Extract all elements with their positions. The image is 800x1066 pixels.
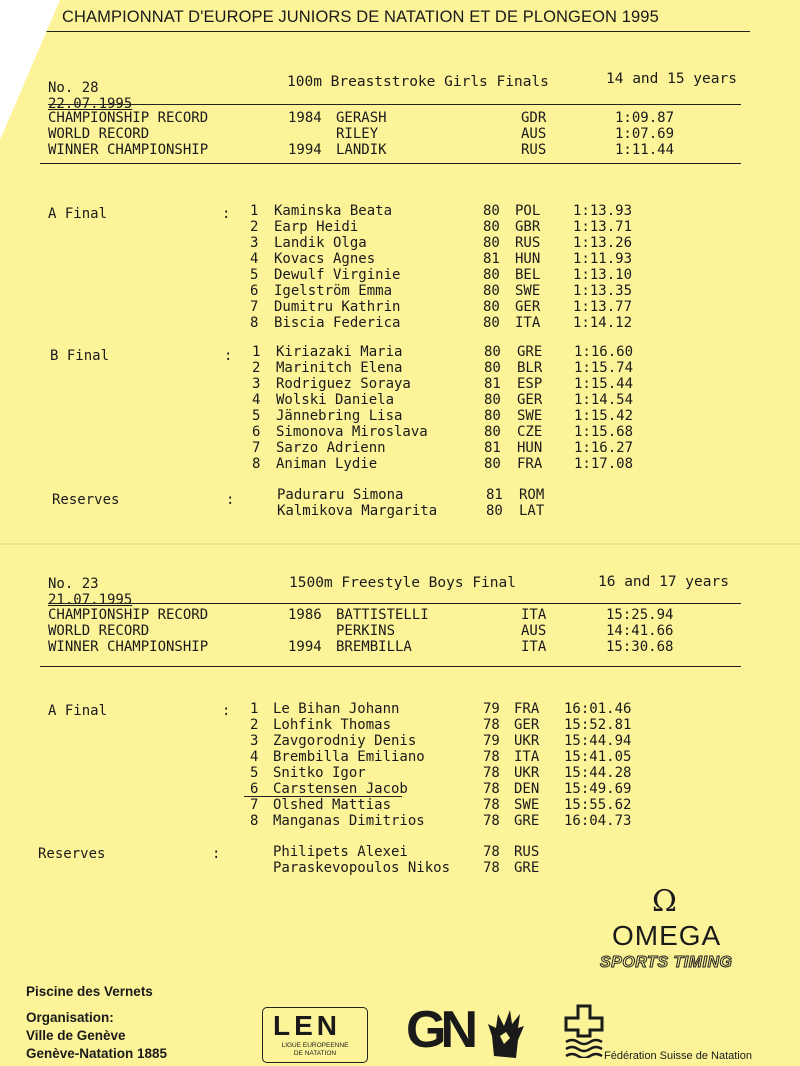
reserve-row [0,503,800,519]
result-nation: GER [514,717,540,733]
result-yob: 80 [484,456,501,472]
record-holder: GERASH [336,110,387,126]
result-time: 16:01.46 [564,701,632,717]
result-row [0,717,800,733]
result-row [0,424,800,440]
swiss-cross-icon [564,1004,604,1058]
reserve-yob: 80 [486,503,503,519]
result-yob: 81 [484,440,501,456]
record-year: 1994 [288,639,322,655]
result-row [0,813,800,829]
reserve-nation: RUS [514,844,540,860]
result-yob: 80 [484,408,501,424]
result-time: 1:13.10 [573,267,633,283]
result-name: Lohfink Thomas [273,717,392,733]
result-rank: 4 [250,251,259,267]
record-time: 15:25.94 [606,607,674,623]
result-row [0,781,800,797]
result-yob: 80 [483,315,500,331]
title-underline [40,31,750,32]
result-yob: 80 [484,360,501,376]
record-time: 15:30.68 [606,639,674,655]
result-rank: 2 [250,717,259,733]
result-nation: DEN [514,781,540,797]
result-row [0,344,800,360]
result-name: Brembilla Emiliano [273,749,425,765]
result-yob: 80 [483,267,500,283]
result-name: Kovacs Agnes [274,251,376,267]
result-rank: 3 [250,733,259,749]
result-yob: 78 [483,749,500,765]
result-time: 15:41.05 [564,749,632,765]
omega-brand: OMEGA [612,920,722,951]
section-divider [40,666,741,667]
result-time: 1:13.26 [573,235,633,251]
result-time: 1:17.08 [574,456,634,472]
final-colon: : [222,703,231,719]
result-rank: 4 [252,392,261,408]
final-label: A Final [48,703,108,719]
result-rank: 2 [250,219,259,235]
record-nation: ITA [521,607,547,623]
event-name: 1500m Freestyle Boys Final [289,575,516,591]
result-name: Animan Lydie [276,456,378,472]
result-rank: 6 [250,781,259,797]
record-label: CHAMPIONSHIP RECORD [48,110,209,126]
result-nation: ITA [514,749,540,765]
result-rank: 5 [250,267,259,283]
organiser: Genève-Natation 1885 [26,1046,168,1061]
result-rank: 3 [250,235,259,251]
section-divider [40,163,741,164]
result-row [0,251,800,267]
result-time: 1:13.93 [573,203,633,219]
reserve-name: Paduraru Simona [277,487,404,503]
result-yob: 78 [483,717,500,733]
result-nation: BEL [515,267,541,283]
result-row [0,392,800,408]
result-rank: 7 [250,797,259,813]
result-yob: 80 [483,203,500,219]
result-nation: SWE [517,408,543,424]
result-row [0,440,800,456]
record-label: WORLD RECORD [48,623,150,639]
final-colon: : [222,206,231,222]
record-holder: RILEY [336,126,379,142]
result-name: Carstensen Jacob [273,781,408,797]
result-name: Rodriguez Soraya [276,376,411,392]
result-rank: 5 [250,765,259,781]
result-rank: 6 [250,283,259,299]
record-year: 1984 [288,110,322,126]
record-nation: AUS [521,623,547,639]
len-line2: DE NATATION [293,1050,337,1057]
result-nation: ITA [515,315,541,331]
result-nation: UKR [514,765,540,781]
record-holder: BATTISTELLI [336,607,429,623]
result-time: 1:15.44 [574,376,634,392]
result-rank: 7 [252,440,261,456]
page-title: CHAMPIONNAT D'EUROPE JUNIORS DE NATATION ET DE PLONGEON 1995 [62,8,659,26]
result-rank: 3 [252,376,261,392]
record-year: 1994 [288,142,322,158]
result-nation: ESP [517,376,543,392]
result-row [0,456,800,472]
result-name: Wolski Daniela [276,392,395,408]
result-row [0,360,800,376]
reserve-name: Paraskevopoulos Nikos [273,860,451,876]
reserve-row [0,487,800,503]
result-name: Landik Olga [274,235,367,251]
result-name: Sarzo Adrienn [276,440,386,456]
result-time: 1:15.74 [574,360,634,376]
result-time: 15:44.28 [564,765,632,781]
record-holder: LANDIK [336,142,387,158]
result-name: Kiriazaki Maria [276,344,403,360]
result-rank: 1 [250,203,259,219]
record-row [0,607,800,623]
pen-underline-mark [244,796,402,797]
result-nation: SWE [515,283,541,299]
result-time: 1:14.12 [573,315,633,331]
reserve-nation: GRE [514,860,540,876]
result-name: Manganas Dimitrios [273,813,425,829]
result-time: 1:16.27 [574,440,634,456]
result-name: Dumitru Kathrin [274,299,401,315]
reserve-name: Kalmikova Margarita [277,503,438,519]
result-name: Earp Heidi [274,219,359,235]
record-holder: PERKINS [336,623,396,639]
result-yob: 80 [483,283,500,299]
result-time: 1:11.93 [573,251,633,267]
fsn-name: Fédération Suisse de Natation [604,1050,752,1062]
result-yob: 81 [483,251,500,267]
result-row [0,701,800,717]
omega-tagline: SPORTS TIMING [600,954,733,971]
result-name: Jännebring Lisa [276,408,403,424]
result-row [0,283,800,299]
reserve-nation: ROM [519,487,545,503]
result-row [0,315,800,331]
result-nation: POL [515,203,541,219]
reserve-yob: 81 [486,487,503,503]
result-nation: GER [517,392,543,408]
reserve-yob: 78 [483,844,500,860]
result-name: Marinitch Elena [276,360,403,376]
result-time: 15:44.94 [564,733,632,749]
paper-fold [0,543,800,545]
age-group: 16 and 17 years [598,574,729,590]
result-time: 15:49.69 [564,781,632,797]
reserve-name: Philipets Alexei [273,844,408,860]
result-time: 1:16.60 [574,344,634,360]
final-colon: : [224,348,233,364]
gn-mark: GN [406,1001,472,1059]
result-yob: 78 [483,781,500,797]
result-time: 1:14.54 [574,392,634,408]
result-nation: HUN [515,251,541,267]
result-row [0,299,800,315]
record-label: WINNER CHAMPIONSHIP [48,639,209,655]
result-rank: 7 [250,299,259,315]
result-nation: BLR [517,360,543,376]
record-row [0,639,800,655]
reserves-colon: : [226,492,235,508]
result-rank: 4 [250,749,259,765]
result-time: 1:13.77 [573,299,633,315]
final-label: A Final [48,206,108,222]
result-name: Le Bihan Johann [273,701,400,717]
organiser: Ville de Genève [26,1028,126,1043]
record-row [0,126,800,142]
result-yob: 78 [483,797,500,813]
record-row [0,623,800,639]
result-yob: 79 [483,701,500,717]
result-rank: 6 [252,424,261,440]
record-nation: ITA [521,639,547,655]
result-yob: 80 [484,424,501,440]
record-divider [48,104,741,105]
folded-corner [0,0,60,140]
result-name: Biscia Federica [274,315,401,331]
result-nation: SWE [514,797,540,813]
age-group: 14 and 15 years [606,71,737,87]
record-label: WORLD RECORD [48,126,150,142]
result-rank: 8 [250,813,259,829]
result-yob: 80 [483,219,500,235]
result-row [0,408,800,424]
result-yob: 80 [483,235,500,251]
result-name: Zavgorodniy Denis [273,733,417,749]
result-row [0,749,800,765]
reserve-row [0,860,800,876]
final-label: B Final [50,348,110,364]
result-yob: 80 [483,299,500,315]
result-yob: 81 [484,376,501,392]
organisation-label: Organisation: [26,1010,114,1025]
record-nation: GDR [521,110,547,126]
event-name: 100m Breaststroke Girls Finals [287,74,549,90]
result-name: Simonova Miroslava [276,424,428,440]
result-nation: HUN [517,440,543,456]
result-name: Olshed Mattias [273,797,392,813]
result-nation: GRE [517,344,543,360]
eagle-icon [486,1006,526,1062]
record-label: CHAMPIONSHIP RECORD [48,607,209,623]
record-holder: BREMBILLA [336,639,412,655]
result-row [0,219,800,235]
record-nation: RUS [521,142,547,158]
result-name: Kaminska Beata [274,203,393,219]
result-row [0,267,800,283]
result-time: 1:13.71 [573,219,633,235]
result-row [0,733,800,749]
event-date: 22.07.1995 [48,96,133,112]
result-nation: FRA [517,456,543,472]
result-name: Dewulf Virginie [274,267,401,283]
omega-symbol-icon: Ω [652,884,677,919]
len-logo [262,1007,368,1063]
len-mark: LEN [273,1010,341,1041]
venue: Piscine des Vernets [26,984,153,999]
reserves-colon: : [212,846,221,862]
reserve-row [0,844,800,860]
result-yob: 79 [483,733,500,749]
reserve-nation: LAT [519,503,545,519]
result-rank: 8 [252,456,261,472]
record-nation: AUS [521,126,547,142]
record-time: 1:07.69 [615,126,675,142]
result-nation: UKR [514,733,540,749]
record-row [0,110,800,126]
result-rank: 1 [252,344,261,360]
event-number: No. 28 [48,80,99,96]
event-number: No. 23 [48,576,99,592]
record-time: 1:11.44 [615,142,675,158]
result-nation: GER [515,299,541,315]
result-nation: GRE [514,813,540,829]
result-time: 16:04.73 [564,813,632,829]
result-nation: GBR [515,219,541,235]
result-yob: 80 [484,392,501,408]
reserve-yob: 78 [483,860,500,876]
result-time: 15:55.62 [564,797,632,813]
record-label: WINNER CHAMPIONSHIP [48,142,209,158]
reserves-label: Reserves [38,846,106,862]
result-time: 1:13.35 [573,283,633,299]
result-rank: 8 [250,315,259,331]
result-time: 1:15.42 [574,408,634,424]
result-yob: 80 [484,344,501,360]
record-row [0,142,800,158]
result-row [0,235,800,251]
len-line1: LIGUE EUROPEENNE [281,1042,349,1049]
reserves-label: Reserves [52,492,120,508]
result-name: Snitko Igor [273,765,366,781]
record-divider [48,603,741,604]
result-rank: 1 [250,701,259,717]
result-nation: CZE [517,424,543,440]
result-row [0,797,800,813]
result-time: 15:52.81 [564,717,632,733]
record-year: 1986 [288,607,322,623]
result-name: Igelström Emma [274,283,393,299]
result-yob: 78 [483,765,500,781]
result-rank: 5 [252,408,261,424]
record-time: 1:09.87 [615,110,675,126]
result-row [0,376,800,392]
result-row [0,765,800,781]
result-time: 1:15.68 [574,424,634,440]
result-nation: RUS [515,235,541,251]
result-yob: 78 [483,813,500,829]
event-date: 21.07.1995 [48,592,133,608]
result-row [0,203,800,219]
result-nation: FRA [514,701,540,717]
result-rank: 2 [252,360,261,376]
record-time: 14:41.66 [606,623,674,639]
